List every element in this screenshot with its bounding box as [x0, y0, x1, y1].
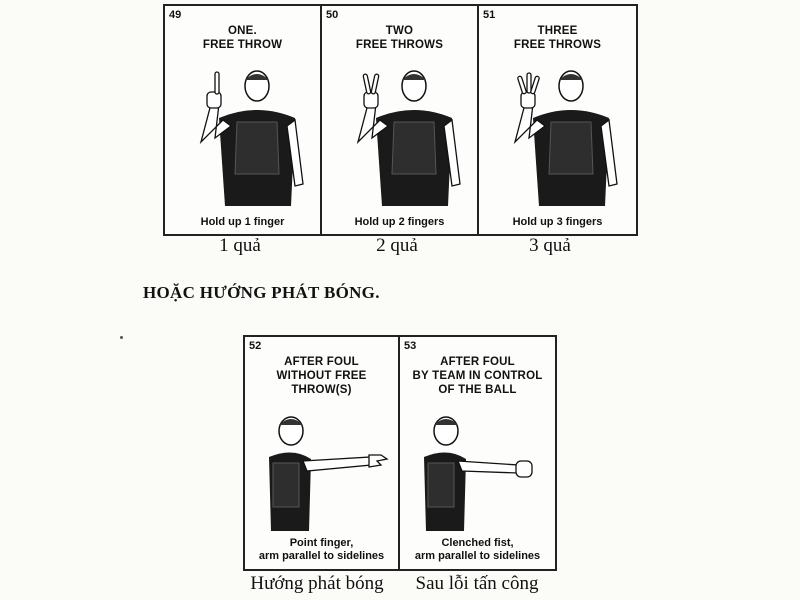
referee-two-fingers-figure	[336, 64, 466, 214]
signal-title: AFTER FOUL BY TEAM IN CONTROL OF THE BALL	[412, 356, 543, 396]
label-offensive-foul: Sau lỗi tấn công	[415, 573, 539, 594]
label-one-shot: 1 quả	[219, 235, 261, 256]
signal-caption: Point finger, arm parallel to sidelines	[258, 537, 385, 562]
label-two-shots: 2 quả	[376, 235, 418, 256]
signal-number: 52	[249, 340, 262, 352]
referee-three-fingers-figure	[493, 64, 623, 214]
signal-caption: Clenched fist, arm parallel to sidelines	[414, 537, 541, 562]
signal-title: AFTER FOUL WITHOUT FREE THROW(S)	[276, 356, 367, 396]
signal-title: THREE FREE THROWS	[513, 25, 602, 51]
section-heading: HOẶC HƯỚNG PHÁT BÓNG.	[143, 283, 380, 302]
signal-number: 51	[483, 9, 496, 21]
label-throw-in-direction: Hướng phát bóng	[250, 573, 384, 594]
signal-panel-49	[165, 6, 322, 234]
signal-caption: Hold up 2 fingers	[354, 216, 445, 228]
free-throw-signals-row	[163, 4, 638, 236]
signal-caption: Hold up 3 fingers	[512, 216, 603, 228]
signal-title: TWO FREE THROWS	[355, 25, 444, 51]
print-speck	[120, 336, 123, 339]
signal-title: ONE. FREE THROW	[202, 25, 283, 51]
referee-one-finger-figure	[179, 64, 309, 214]
referee-clenched-fist-figure	[408, 411, 553, 531]
signal-panel-51	[479, 6, 636, 234]
signal-number: 49	[169, 9, 182, 21]
signal-caption: Hold up 1 finger	[200, 216, 285, 228]
throw-in-signals-row	[243, 335, 557, 571]
referee-pointing-figure	[253, 411, 398, 531]
signal-panel-50	[322, 6, 479, 234]
signal-number: 50	[326, 9, 339, 21]
label-three-shots: 3 quả	[529, 235, 571, 256]
signal-panel-53	[400, 337, 555, 569]
signal-number: 53	[404, 340, 417, 352]
signal-panel-52	[245, 337, 400, 569]
